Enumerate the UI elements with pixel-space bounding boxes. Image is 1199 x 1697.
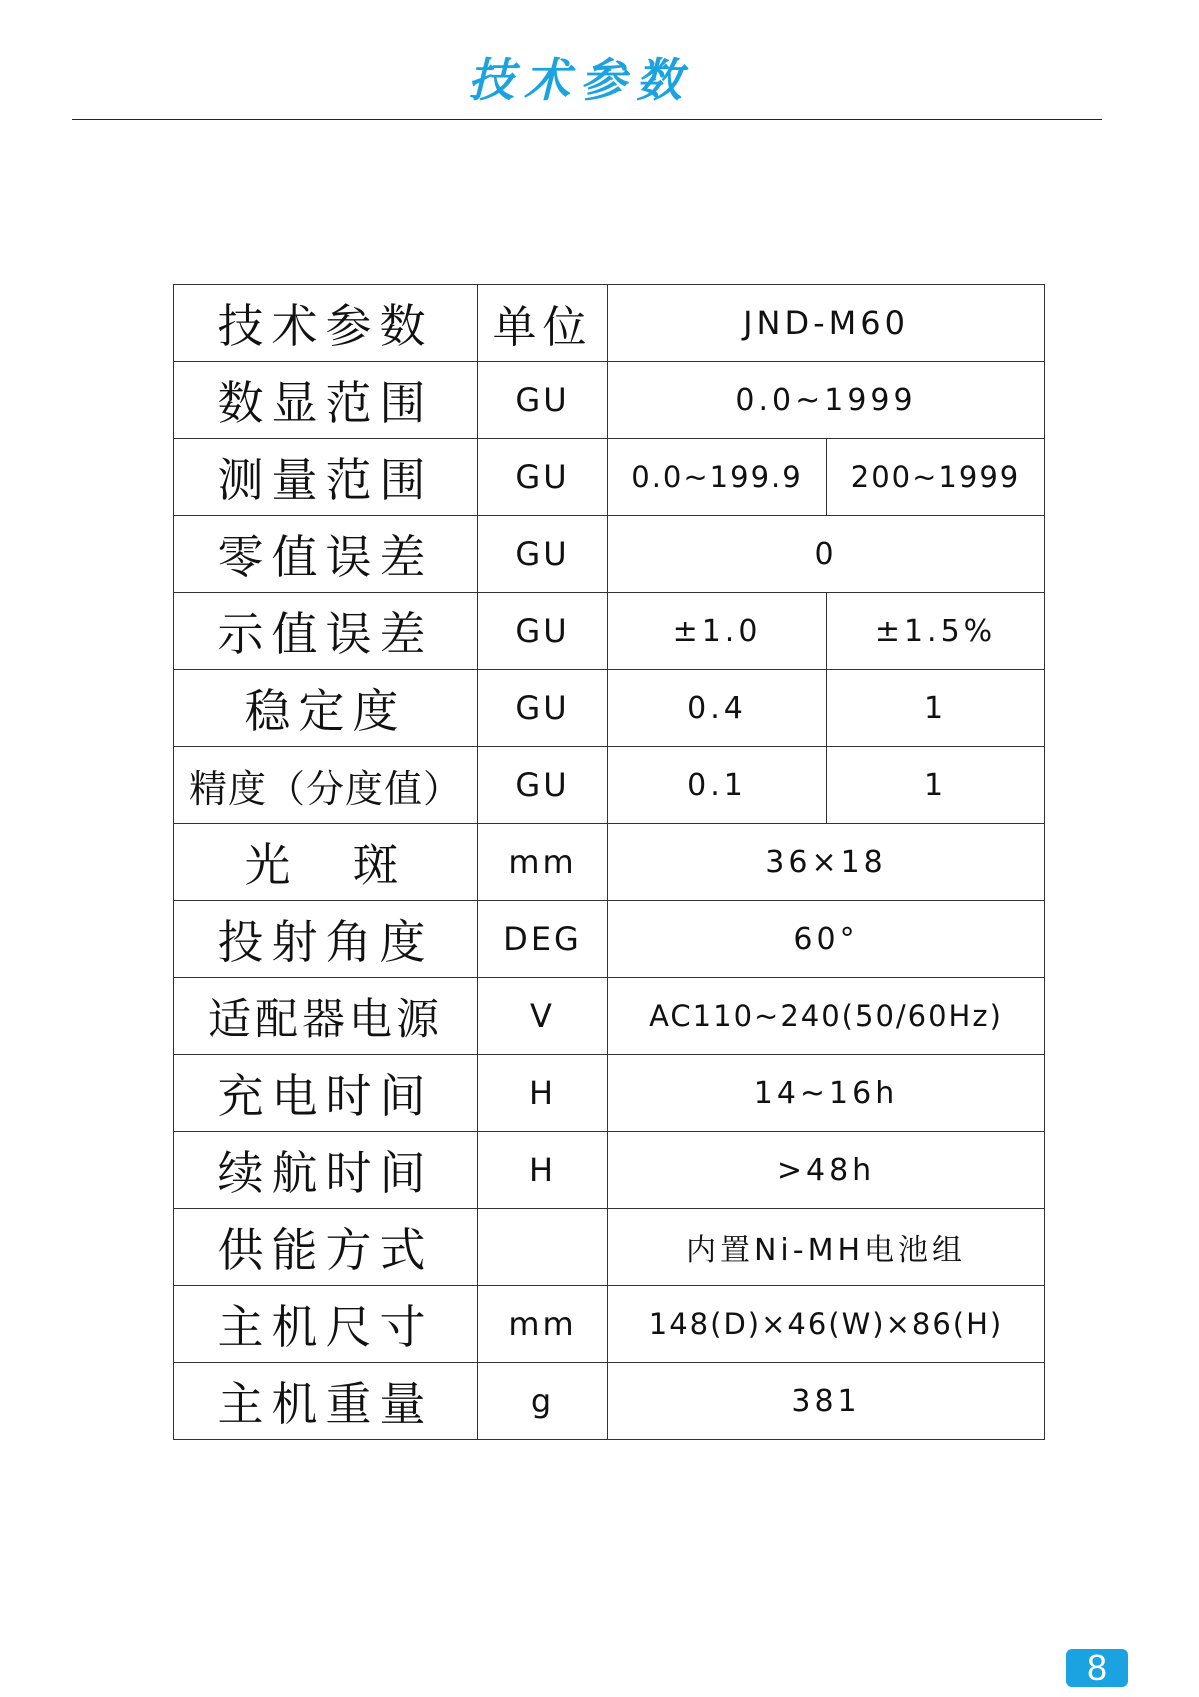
row-value-a: 0.4 (608, 670, 827, 747)
row-value-b: 1 (827, 670, 1045, 747)
row-name: 主机重量 (174, 1363, 478, 1440)
row-unit: GU (478, 747, 608, 824)
row-value-b: 200~1999 (827, 439, 1045, 516)
row-unit: H (478, 1055, 608, 1132)
table-row (174, 824, 1045, 901)
row-value: 0.0~1999 (608, 362, 1045, 439)
row-name: 供能方式 (174, 1209, 478, 1286)
row-name: 光 斑 (174, 824, 478, 901)
table-row (174, 1286, 1045, 1363)
row-name: 数显范围 (174, 362, 478, 439)
row-name: 稳定度 (174, 670, 478, 747)
table-row (174, 1132, 1045, 1209)
row-value-a: ±1.0 (608, 593, 827, 670)
row-value-a: 0.0~199.9 (608, 439, 827, 516)
table-row (174, 670, 1045, 747)
row-unit: GU (478, 593, 608, 670)
row-unit: mm (478, 824, 608, 901)
table-row (174, 516, 1045, 593)
table-row (174, 362, 1045, 439)
row-unit: GU (478, 516, 608, 593)
table-row (174, 978, 1045, 1055)
row-value-b: 1 (827, 747, 1045, 824)
row-name: 适配器电源 (174, 978, 478, 1055)
page-number-badge: 8 (1066, 1649, 1128, 1687)
header-unit-cell: 单位 (478, 285, 608, 362)
row-name: 充电时间 (174, 1055, 478, 1132)
table-row (174, 1209, 1045, 1286)
row-name: 测量范围 (174, 439, 478, 516)
row-value: AC110~240(50/60Hz) (608, 978, 1045, 1055)
row-name: 主机尺寸 (174, 1286, 478, 1363)
row-unit: H (478, 1132, 608, 1209)
row-value-a: 0.1 (608, 747, 827, 824)
table-row (174, 439, 1045, 516)
row-name: 精度（分度值） (174, 747, 478, 824)
title-divider (72, 119, 1102, 120)
row-value: 381 (608, 1363, 1045, 1440)
row-name: 投射角度 (174, 901, 478, 978)
row-value: 36×18 (608, 824, 1045, 901)
row-name: 示值误差 (174, 593, 478, 670)
spec-table (173, 284, 1045, 1440)
row-unit: mm (478, 1286, 608, 1363)
row-value: 14~16h (608, 1055, 1045, 1132)
row-name: 续航时间 (174, 1132, 478, 1209)
row-value-b: ±1.5% (827, 593, 1045, 670)
table-row (174, 593, 1045, 670)
header-param-cell: 技术参数 (174, 285, 478, 362)
row-unit: GU (478, 670, 608, 747)
page-title: 技术参数 (468, 53, 692, 107)
row-value: 0 (608, 516, 1045, 593)
row-name: 零值误差 (174, 516, 478, 593)
row-value: 60° (608, 901, 1045, 978)
row-unit: GU (478, 362, 608, 439)
row-unit: GU (478, 439, 608, 516)
row-unit (478, 1209, 608, 1286)
table-row (174, 1055, 1045, 1132)
header-model-cell: JND-M60 (608, 285, 1045, 362)
table-row (174, 901, 1045, 978)
table-row (174, 1363, 1045, 1440)
row-value: >48h (608, 1132, 1045, 1209)
row-value: 148(D)×46(W)×86(H) (608, 1286, 1045, 1363)
table-header-row (174, 285, 1045, 362)
row-unit: V (478, 978, 608, 1055)
row-value: 内置Ni-MH电池组 (608, 1209, 1045, 1286)
row-unit: DEG (478, 901, 608, 978)
table-row (174, 747, 1045, 824)
row-unit: g (478, 1363, 608, 1440)
